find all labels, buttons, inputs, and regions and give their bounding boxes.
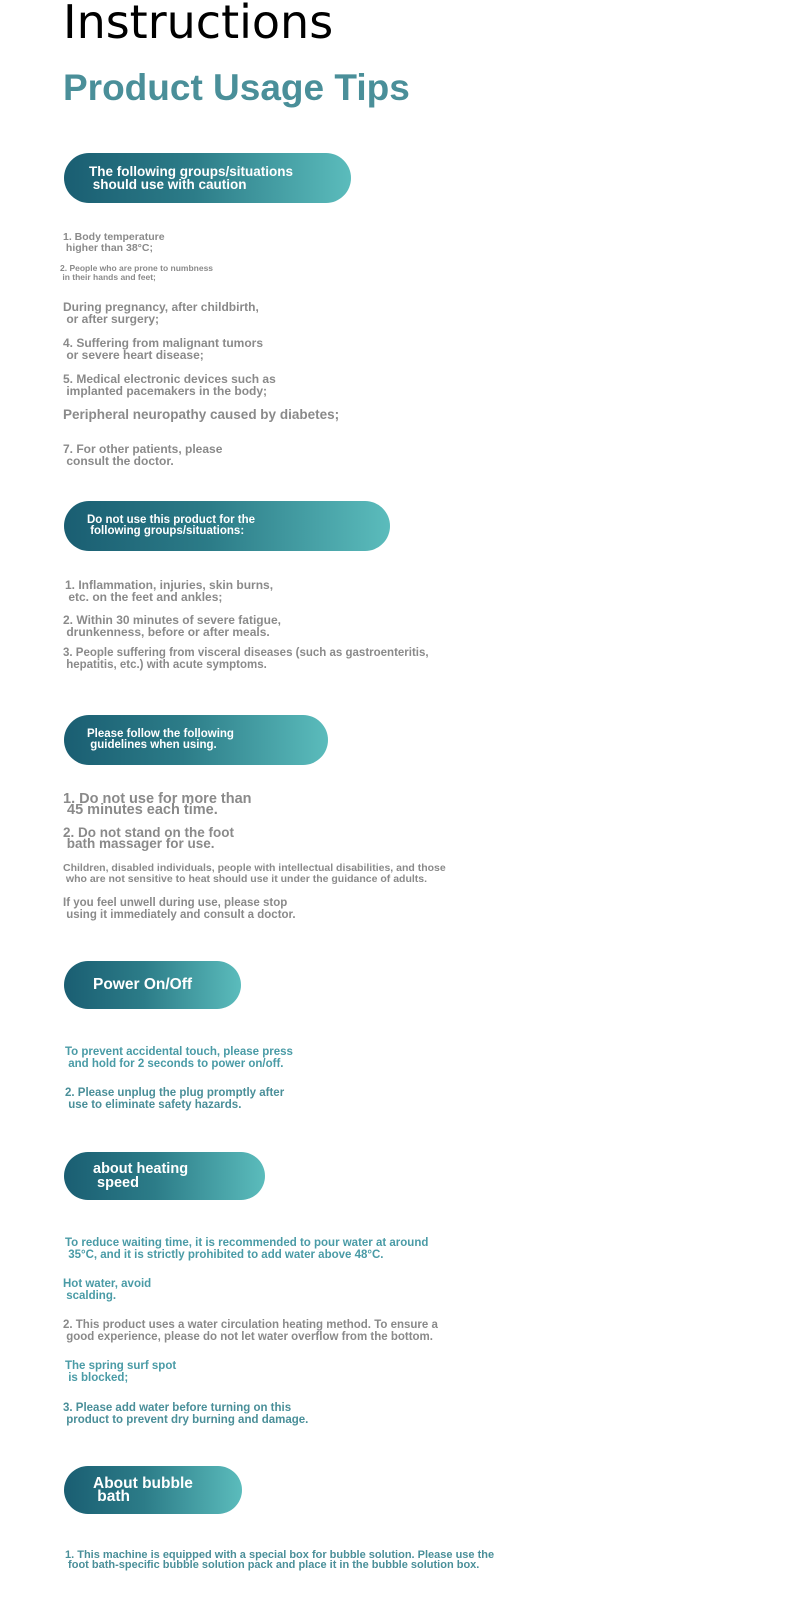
section-heading-bubble bbox=[64, 1466, 242, 1514]
heating-item-2: Hot water, avoid scalding. bbox=[63, 1278, 152, 1302]
caution-item-6: Peripheral neuropathy caused by diabetes; bbox=[63, 407, 340, 422]
power-item-2: 2. Please unplug the plug promptly after use to eliminate safety hazards. bbox=[65, 1087, 285, 1111]
caution-item-4: 4. Suffering from malignant tumors or severe heart disease; bbox=[63, 336, 264, 362]
caution-item-2: 2. People who are prone to numbness in their hands and feet; bbox=[60, 263, 214, 282]
page-subtitle: Product Usage Tips bbox=[63, 67, 410, 108]
section-heading-heating-text: about heating speed bbox=[93, 1161, 189, 1191]
guideline-item-3: Children, disabled individuals, people with intellectual disabilities, and those who are not sensitive to heat should use it under the guidance of adults. bbox=[63, 862, 446, 885]
heating-item-4: The spring surf spot is blocked; bbox=[65, 1360, 177, 1384]
guideline-item-1: 1. Do not use for more than 45 minutes each time. bbox=[63, 791, 252, 818]
section-heading-caution-text: The following groups/situations should use with caution bbox=[89, 164, 293, 192]
section-heading-caution bbox=[64, 153, 351, 203]
section-heading-heating bbox=[64, 1152, 265, 1200]
section-heading-do-not-use bbox=[64, 501, 390, 551]
section-heading-power bbox=[64, 961, 241, 1009]
section-heading-bubble-text: About bubble bath bbox=[93, 1475, 193, 1505]
caution-item-3: During pregnancy, after childbirth, or after surgery; bbox=[63, 300, 259, 326]
section-heading-do-not-use-text: Do not use this product for the following groups/situations: bbox=[87, 514, 256, 537]
heating-item-3: 2. This product uses a water circulation heating method. To ensure a good experience, please do not let water overflow from the bottom. bbox=[63, 1319, 438, 1343]
caution-item-1: 1. Body temperature higher than 38°C; bbox=[63, 231, 165, 254]
section-heading-guidelines bbox=[64, 715, 328, 765]
page-title: Instructions bbox=[63, 0, 334, 49]
section-heading-power-text: Power On/Off bbox=[93, 976, 193, 993]
do-not-use-item-3: 3. People suffering from visceral diseases (such as gastroenteritis, hepatitis, etc.) with acute symptoms. bbox=[63, 647, 429, 671]
caution-item-5: 5. Medical electronic devices such as implanted pacemakers in the body; bbox=[63, 372, 276, 398]
do-not-use-item-2: 2. Within 30 minutes of severe fatigue, drunkenness, before or after meals. bbox=[63, 613, 281, 639]
guideline-item-4: If you feel unwell during use, please stop using it immediately and consult a doctor. bbox=[63, 897, 296, 921]
caution-item-7: 7. For other patients, please consult the doctor. bbox=[63, 442, 223, 468]
bubble-item-1: 1. This machine is equipped with a special box for bubble solution. Please use the foot bath-specific bubble solution pack and place it in the bubble solution box. bbox=[65, 1549, 495, 1572]
guideline-item-2: 2. Do not stand on the foot bath massager for use. bbox=[63, 825, 234, 851]
section-heading-guidelines-text: Please follow the following guidelines when using. bbox=[87, 728, 234, 751]
heating-item-1: To reduce waiting time, it is recommended to pour water at around 35°C, and it is strictly prohibited to add water above 48°C. bbox=[65, 1237, 429, 1261]
power-item-1: To prevent accidental touch, please press and hold for 2 seconds to power on/off. bbox=[65, 1046, 293, 1070]
do-not-use-item-1: 1. Inflammation, injuries, skin burns, etc. on the feet and ankles; bbox=[65, 578, 274, 604]
heating-item-5: 3. Please add water before turning on this product to prevent dry burning and damage. bbox=[63, 1402, 309, 1426]
